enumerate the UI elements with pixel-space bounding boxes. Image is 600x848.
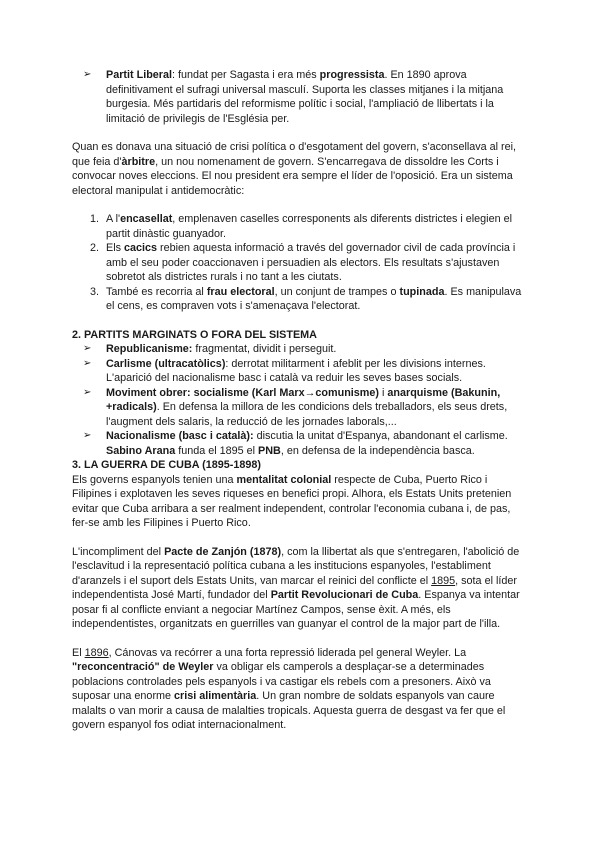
text-run: . Un gran nombre de soldats espanyols van caure malalts o van morir a causa de malalties tropicals. Aquesta guerra de desgast va fer que el govern espanyol fos odiat internacionalment.: [72, 690, 506, 731]
paragraph-weyler-reconcentration: [72, 646, 528, 733]
bold-term: Nacionalisme (basc i català):: [106, 430, 254, 442]
numbered-item: [72, 285, 528, 314]
numbered-item: [72, 241, 528, 285]
bold-term: progressista: [319, 69, 385, 81]
text-run: També es recorria al: [106, 285, 207, 298]
bold-term: frau electoral: [206, 285, 275, 298]
arrow-bullet-icon: ➢: [83, 343, 92, 354]
bold-term: mentalitat colonial: [236, 473, 332, 486]
text-run: Els governs espanyols tenien una: [72, 473, 237, 486]
item-number: 2.: [90, 242, 100, 254]
text-run: : derrotat militarment i afeblit per les divisions internes. L'aparició del nacionalisme basc i català va reduir les seves bases socials.: [106, 357, 486, 384]
bold-term: cacics: [124, 242, 158, 254]
arrow-bullet-icon: ➢: [83, 430, 92, 441]
text-run: , com la llibertat als que s'entregaren, l'abolició de l'esclavitud i la representació política cubana a les institucions espanyoles, l'establiment d'aranzels i el suport dels Estats Units, van marcar el reinici del conflicte el: [72, 545, 520, 587]
bold-term: encasellat: [120, 213, 173, 225]
text-run: discutia la unitat d'Espanya, abandonant el carlisme.: [253, 430, 508, 442]
paragraph-electoral-system: [72, 140, 528, 198]
paragraph-colonial-mentality: [72, 473, 528, 531]
bold-term: Carlisme (ultracatòlics): [106, 357, 226, 370]
bold-term: Republicanisme:: [106, 343, 193, 355]
intro-bullet-list: [72, 68, 528, 126]
paragraph-zanjon-pact: [72, 545, 528, 632]
bold-term: Pacte de Zanjón (1878): [164, 545, 282, 558]
text-run: Els: [106, 242, 124, 254]
underlined-date: 1896: [84, 646, 109, 659]
bold-term: anarquisme (Bakunin, +radicals): [106, 386, 501, 413]
text-run: . Es manipulava el cens, es compraven vots i s'amenaçava l'electorat.: [106, 285, 522, 312]
text-run: , emplenaven caselles corresponents als diferents districtes i elegien el partit dinàstic guanyador.: [106, 213, 512, 240]
text-run: El: [72, 646, 85, 659]
list-item: [72, 386, 528, 430]
bold-term: àrbitre: [121, 155, 156, 168]
text-run: va obligar els camperols a desplaçar-se a determinades poblacions controlades pels espanyols i va castigar els rebels com a presoners. Això va suposar una enorme: [72, 661, 491, 702]
text-run: . En 1890 aprova definitivament el sufragi universal masculí. Suporta les classes mitjanes i la mitjana burgesia. Més partidaris del reformisme polític i social, l'ampliació de llibertats i la limitació de privilegis de l'Església per.: [106, 69, 504, 125]
document-page: [72, 68, 528, 733]
text-run: i: [379, 386, 388, 399]
item-number: 3.: [90, 285, 100, 298]
bold-term: Moviment obrer: socialisme (Karl Marx→comunisme): [106, 386, 379, 399]
text-run: rebien aquesta informació a través del governador civil de cada província i amb el seu poder coaccionaven i persuadien als electors. Els resultats s'ajustaven sobretot als districtes rurals i no tant a les ciutats.: [106, 242, 516, 283]
arrow-bullet-icon: ➢: [83, 357, 92, 369]
text-run: . Espanya va intentar posar fi al conflicte enviant a negociar Martínez Campos, sense èxit. A més, els independentistes, organitzats en guerrilles van guanyar el control de la major part de l'illa.: [72, 589, 520, 630]
arrow-bullet-icon: ➢: [83, 69, 92, 80]
bold-term: "reconcentració" de Weyler: [72, 661, 214, 673]
text-run: , un nou nomenament de govern. S'encarregava de dissoldre les Corts i convocar noves eleccions. El nou president era sempre el líder de l'oposició. Era un sistema electoral manipulat i antidemocràtic:: [72, 155, 513, 197]
text-run: fragmentat, dividit i perseguit.: [192, 343, 337, 355]
bold-term: tupinada: [399, 285, 445, 298]
numbered-list: [72, 212, 528, 314]
text-run: , sota el líder independentista José Martí, fundador del: [72, 574, 517, 601]
text-run: : fundat per Sagasta i era més: [172, 69, 320, 81]
section-2-heading: 2. PARTITS MARGINATS O FORA DEL SISTEMA: [72, 328, 317, 341]
arrow-bullet-icon: ➢: [83, 386, 92, 398]
text-run: funda el 1895 el: [175, 444, 259, 457]
text-run: Quan es donava una situació de crisi política o d'esgotament del govern, s'aconsellava al rei, que feia d': [72, 141, 517, 168]
text-run: respecte de Cuba, Puerto Rico i Filipines i explotaven les seves riqueses en benefici propi. Alhora, els Estats Units pretenien evitar que Cuba arribara a ser realment independent, controlar l'economia cubana i, de pas, fer-se amb les Filipines i Puerto Rico.: [72, 473, 512, 529]
text-run: . En defensa la millora de les condicions dels treballadors, els seus drets, l'augment dels salaris, la reducció de les jornades laborals,...: [106, 401, 508, 428]
text-run: L'incompliment del: [72, 545, 165, 558]
bold-term: PNB: [258, 444, 281, 457]
bold-term: Partit Liberal: [106, 69, 172, 81]
text-run: , Cánovas va recórrer a una forta repressió liderada pel general Weyler. La: [108, 646, 467, 659]
underlined-date: 1895: [431, 574, 456, 587]
bold-term: Sabino Arana: [106, 444, 176, 457]
text-run: , un conjunt de trampes o: [274, 285, 400, 298]
bold-term: crisi alimentària: [174, 690, 257, 702]
list-item: [72, 68, 528, 126]
bold-term: Partit Revolucionari de Cuba: [270, 589, 419, 601]
list-item: [72, 357, 528, 386]
item-number: 1.: [90, 213, 100, 225]
list-item: [72, 429, 528, 458]
section-3-heading: 3. LA GUERRA DE CUBA (1895-1898): [72, 459, 261, 471]
text-run: , en defensa de la independència basca.: [280, 444, 475, 457]
marginal-parties-list: [72, 342, 528, 458]
text-run: A l': [106, 213, 121, 225]
numbered-item: [72, 212, 528, 241]
list-item: [72, 342, 528, 357]
